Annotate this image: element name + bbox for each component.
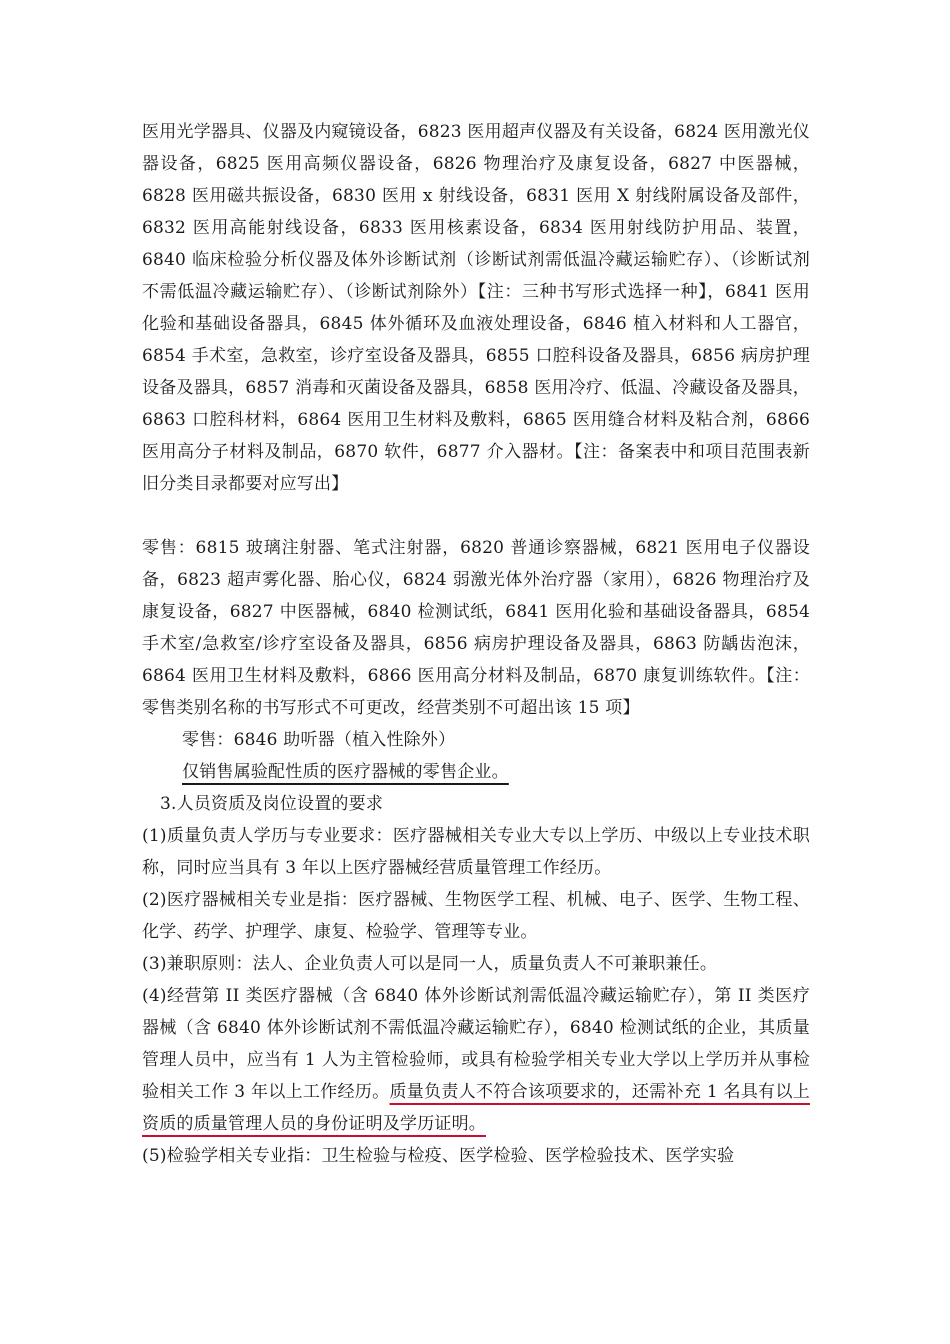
paragraph-item-3: (3)兼职原则：法人、企业负责人可以是同一人，质量负责人不可兼职兼任。 <box>142 954 718 974</box>
paragraph-retail-fitting-only <box>142 756 810 788</box>
underlined-text: 仅销售属验配性质的医疗器械的零售企业。 <box>182 762 509 782</box>
paragraph-item-4 <box>142 980 810 1140</box>
paragraph-retail-categories: 零售：6815 玻璃注射器、笔式注射器，6820 普通诊察器械，6821 医用电子仪器设备，6823 超声雾化器、胎心仪，6824 弱激光体外治疗器（家用），6826 物理治疗及康复设备，6827 中医器械，6840 检测试纸，6841 医用化验和基础设备器具，6854 手术室/急救室/诊疗室设备及器具，6856 病房护理设备及器具，6863 防龋齿泡沫，6864 医用卫生材料及敷料，6866 医用高分材料及制品，6870 康复训练软件。【注：零售类别名称的书写形式不可更改，经营类别不可超出该 15 项】 <box>142 538 810 718</box>
paragraph-item-1: (1)质量负责人学历与专业要求：医疗器械相关专业大专以上学历、中级以上专业技术职称，同时应当具有 3 年以上医疗器械经营质量管理工作经历。 <box>142 826 810 878</box>
item-4-text: (4)经营第 II 类医疗器械（含 6840 体外诊断试剂需低温冷藏运输贮存），第 II 类医疗器械（含 6840 体外诊断试剂不需低温冷藏运输贮存），6840 检测试纸的企业，其质量管理人员中，应当有 1 人为主管检验师，或具有检验学相关专业大学以上学历并从事检验相关工作 3 年以上工作经历。 <box>142 986 810 1102</box>
paragraph-item-2: (2)医疗器械相关专业是指：医疗器械、生物医学工程、机械、电子、医学、生物工程、化学、药学、护理学、康复、检验学、管理等专业。 <box>142 890 810 942</box>
paragraph-retail-hearing-aid: 零售：6846 助听器（植入性除外） <box>182 730 456 750</box>
section-heading-personnel: 3.人员资质及岗位设置的要求 <box>160 794 384 814</box>
paragraph-item-5: (5)检验学相关专业指：卫生检验与检疫、医学检验、医学检验技术、医学实验 <box>142 1146 735 1166</box>
paragraph-gap <box>142 500 810 532</box>
paragraph-wholesale-categories: 医用光学器具、仪器及内窥镜设备，6823 医用超声仪器及有关设备，6824 医用激光仪器设备，6825 医用高频仪器设备，6826 物理治疗及康复设备，6827 中医器械，6828 医用磁共振设备，6830 医用 x 射线设备，6831 医用 X 射线附属设备及部件，6832 医用高能射线设备，6833 医用核素设备，6834 医用射线防护用品、装置，6840 临床检验分析仪器及体外诊断试剂（诊断试剂需低温冷藏运输贮存）、（诊断试剂不需低温冷藏运输贮存）、（诊断试剂除外）【注：三种书写形式选择一种】，6841 医用化验和基础设备器具，6845 体外循环及血液处理设备，6846 植入材料和人工器官， 6854 手术室，急救室，诊疗室设备及器具，6855 口腔科设备及器具，6856 病房护理设备及器具，6857 消毒和灭菌设备及器具，6858 医用冷疗、低温、冷藏设备及器具，6863 口腔科材料，6864 医用卫生材料及敷料，6865 医用缝合材料及粘合剂，6866 医用高分子材料及制品，6870 软件，6877 介入器材。【注：备案表中和项目范围表新旧分类目录都要对应写出】 <box>142 122 810 494</box>
red-underlined-text: 质量负责人不符合该项要求的，还需补充 1 名具有以上资质的质量管理人员的身份证明及学历证明。 <box>142 1082 810 1134</box>
document-page <box>142 116 810 1172</box>
